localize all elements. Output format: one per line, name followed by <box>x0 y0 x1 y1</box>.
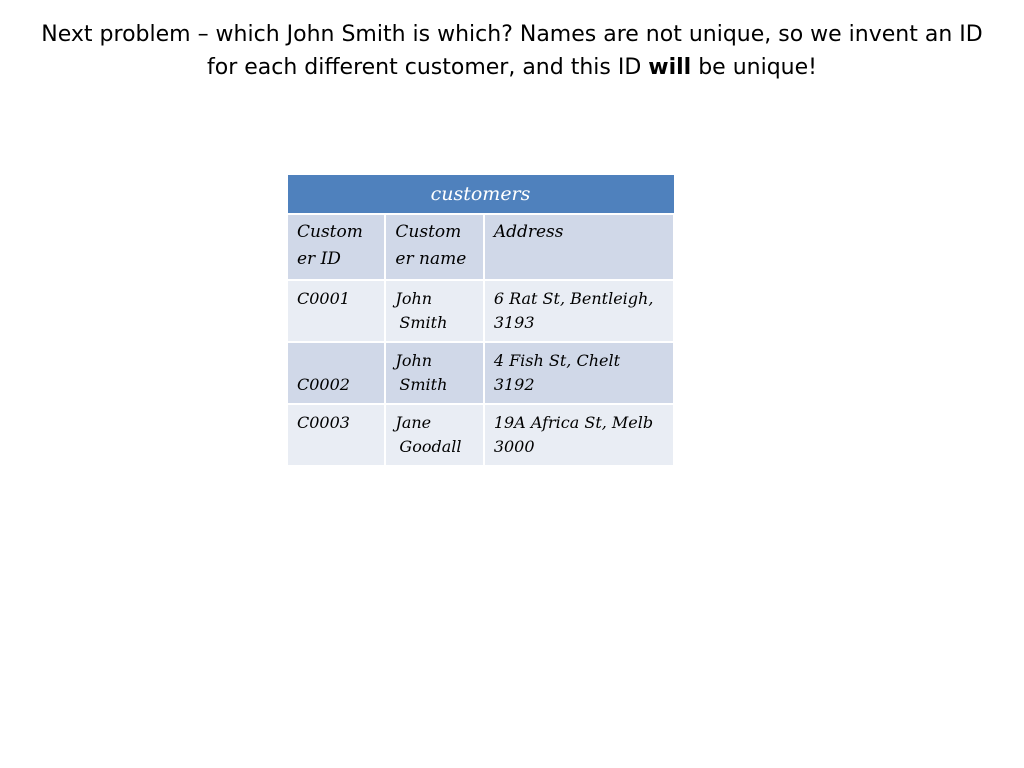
cell-customer-name <box>385 342 483 404</box>
column-header-text: Custom <box>395 222 462 242</box>
cell-customer-name <box>385 280 483 342</box>
table-title: customers <box>287 175 674 215</box>
cell-name-first: John <box>395 351 433 370</box>
cell-name-last: Goodall <box>399 437 462 456</box>
column-header-address <box>484 214 674 280</box>
heading-line-2-end: be unique! <box>691 55 817 80</box>
heading-line-2 <box>40 51 984 84</box>
customers-table <box>286 174 675 467</box>
cell-address <box>484 342 674 404</box>
column-header-text: er name <box>395 249 467 269</box>
cell-address-line-2: 3193 <box>493 313 535 332</box>
cell-customer-name <box>385 404 483 466</box>
cell-customer-id: C0002 <box>287 342 385 404</box>
table-row <box>287 342 674 404</box>
column-header-text: Address <box>493 222 564 242</box>
cell-address-line-2: 3000 <box>493 437 535 456</box>
cell-address-line-2: 3192 <box>493 375 535 394</box>
table-row <box>287 280 674 342</box>
cell-customer-id: C0003 <box>287 404 385 466</box>
cell-address-line-1: 6 Rat St, Bentleigh, <box>493 289 654 308</box>
cell-address-line-1: 4 Fish St, Chelt <box>493 351 621 370</box>
cell-name-first: John <box>395 289 433 308</box>
cell-customer-id: C0001 <box>287 280 385 342</box>
slide-heading <box>40 18 984 84</box>
heading-line-2-start: for each different customer, and this ID <box>207 55 649 80</box>
column-header-customer-name <box>385 214 483 280</box>
cell-address-line-1: 19A Africa St, Melb <box>493 413 654 432</box>
table-header-row <box>287 214 674 280</box>
heading-line-1: Next problem – which John Smith is which? Names are not unique, so we invent an ID <box>41 22 983 47</box>
cell-address <box>484 404 674 466</box>
column-header-customer-id <box>287 214 385 280</box>
column-header-text: Custom <box>297 222 363 242</box>
cell-name-last: Smith <box>399 313 448 332</box>
heading-emphasis: will <box>648 55 692 80</box>
table-title-row <box>287 175 674 215</box>
cell-name-first: Jane <box>395 413 432 432</box>
column-header-text: er ID <box>297 249 341 269</box>
cell-name-last: Smith <box>399 375 448 394</box>
cell-address <box>484 280 674 342</box>
table-row <box>287 404 674 466</box>
